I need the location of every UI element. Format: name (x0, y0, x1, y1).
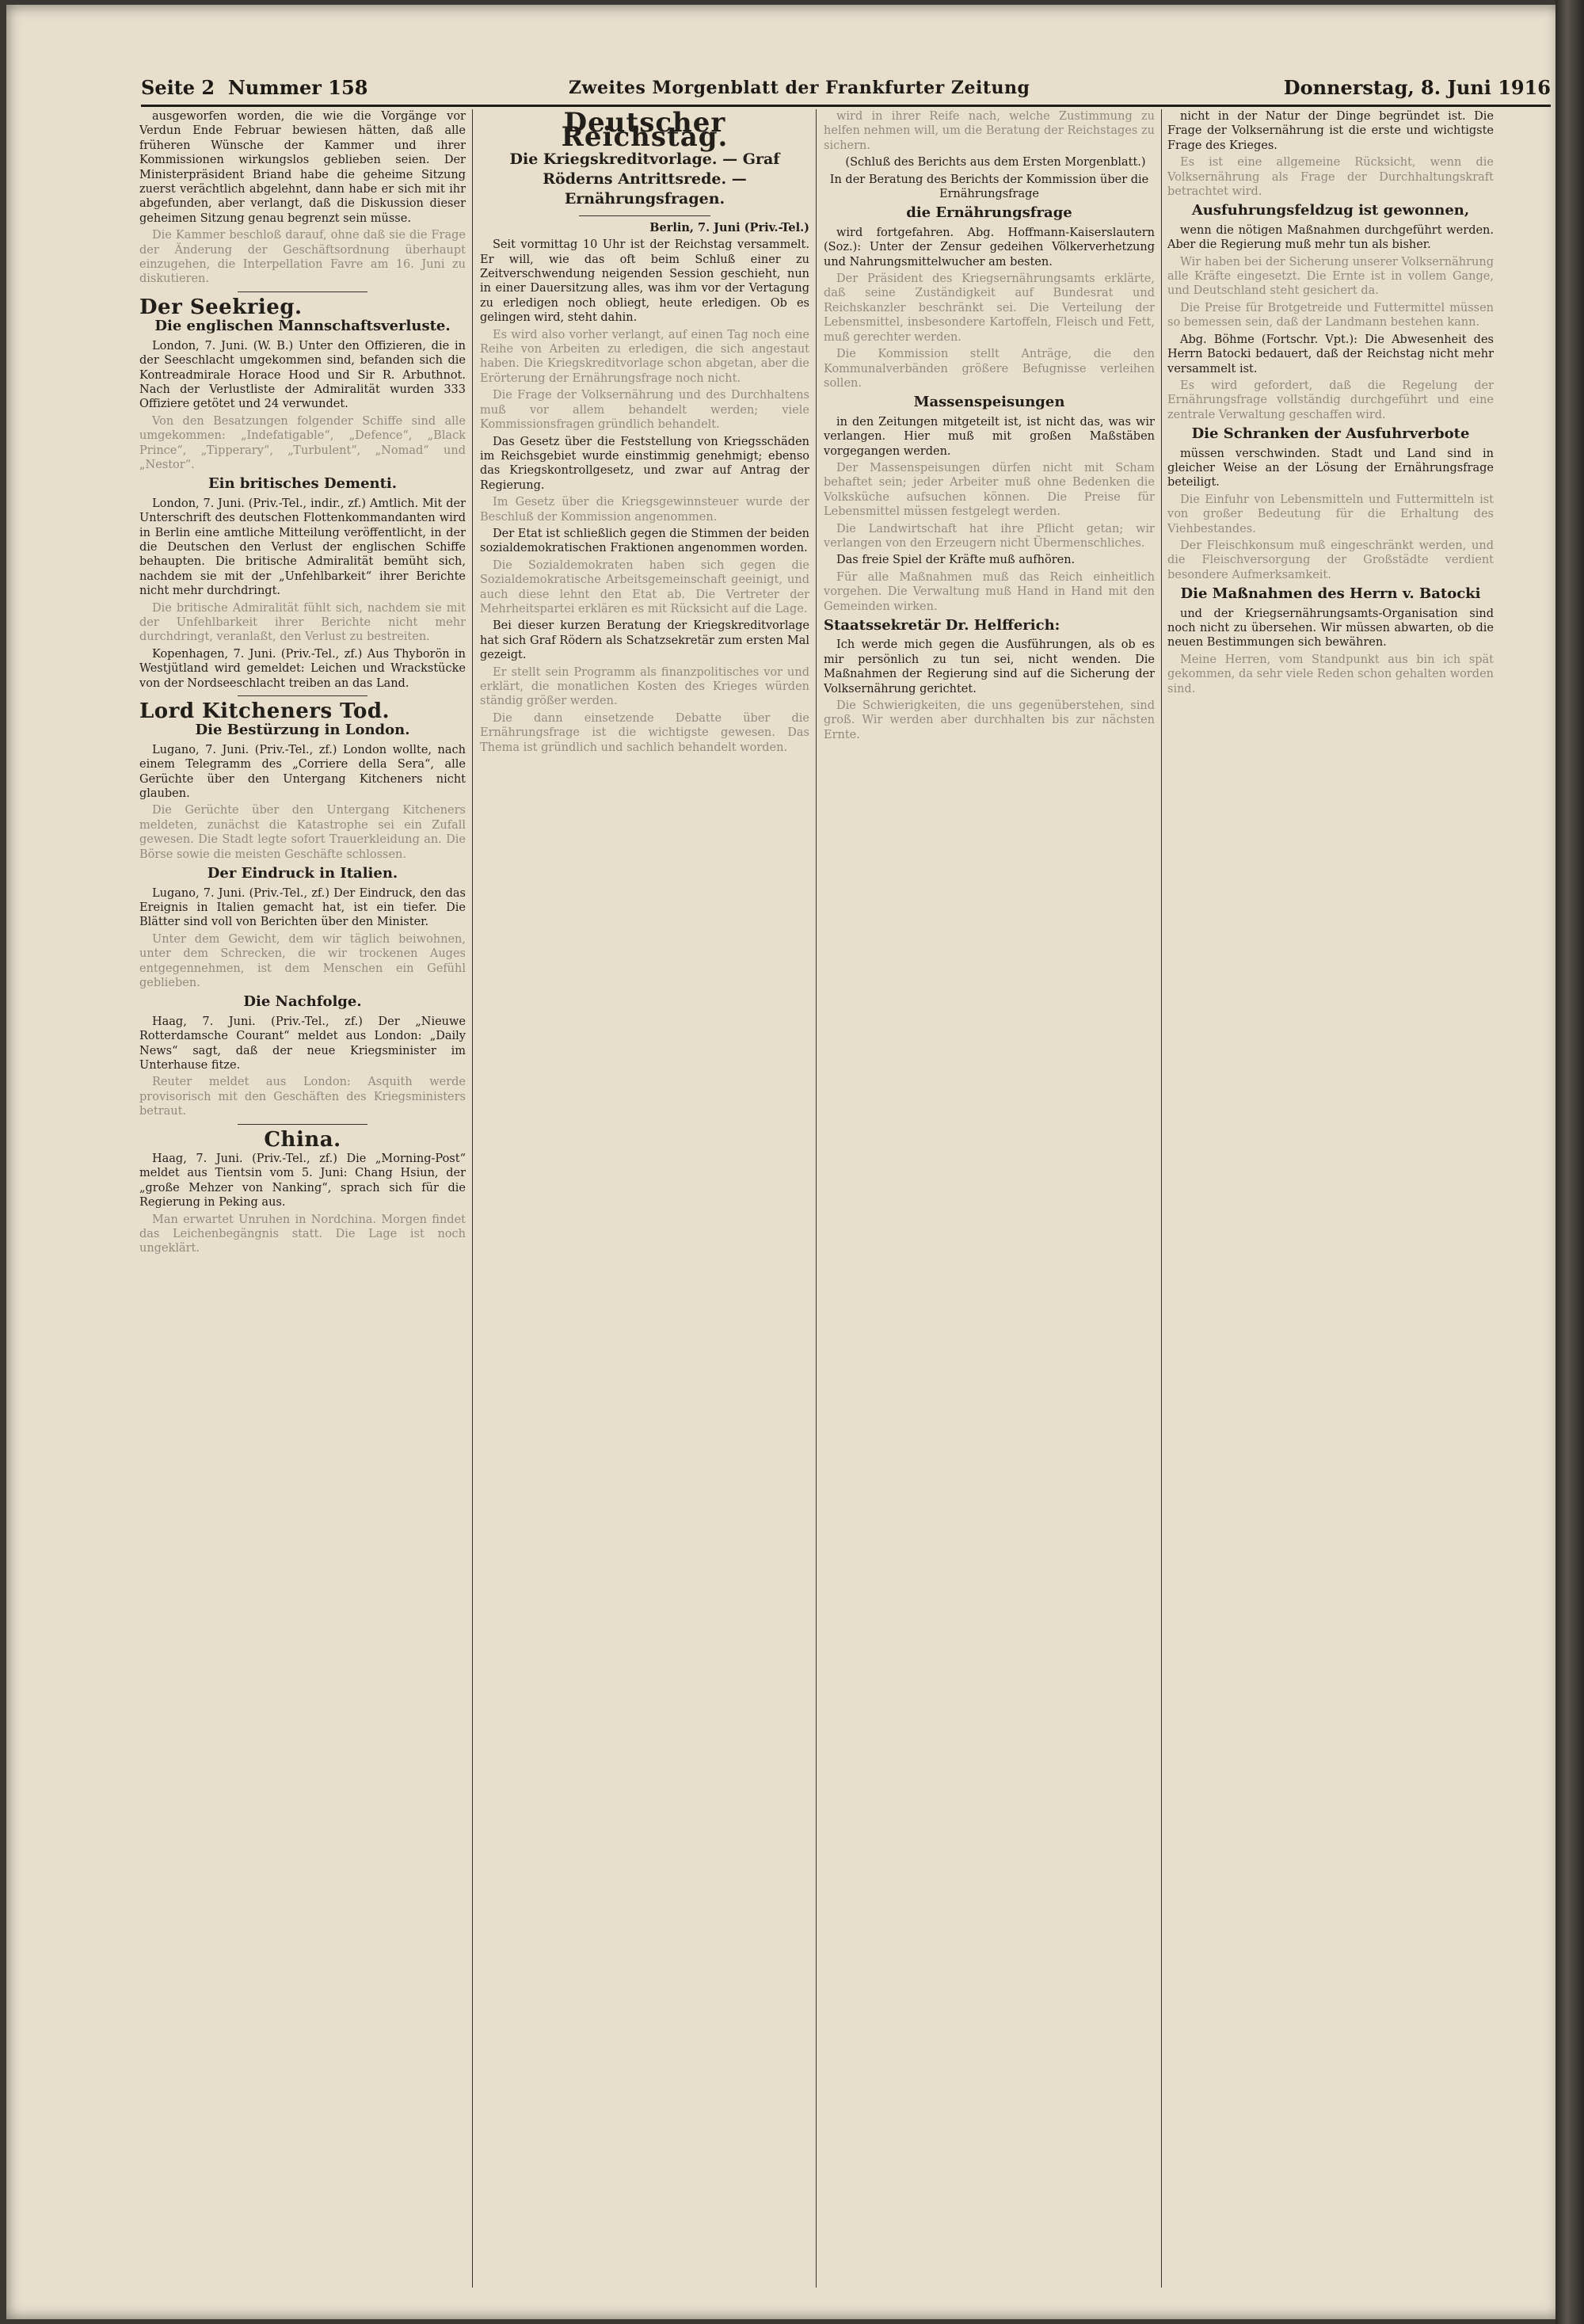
article-kredit: Das Gesetz über die Feststellung von Kriegsschäden im Reichsgebiet wurde einstimmig genehmigt; ebenso das Kriegskontrollgesetz, und zwar auf Antrag der Regierung. (480, 435, 809, 492)
subhead-massen: Massenspeisungen (913, 394, 1065, 411)
article-ernaehrung: wird fortgefahren. Abg. Hoffmann-Kaiserslautern (Soz.): Unter der Zensur gedeihen Völkerverhetzung und Nahrungsmittelwucher am besten. (824, 226, 1155, 269)
subhead-dementi: Ein britisches Dementi. (208, 475, 398, 493)
heading-kitchener: Lord Kitcheners Tod. (139, 699, 390, 724)
book-spine (1555, 0, 1584, 2324)
heading-seekrieg: Der Seekrieg. (139, 295, 303, 319)
article-italien: Lugano, 7. Juni. (Priv.-Tel., zf.) Der Eindruck, den das Ereignis in Italien gemacht hat, ist ein tiefer. Die Blätter sind voll von Berichten über den Minister. (139, 886, 466, 929)
issue-number: Nummer 158 (227, 76, 368, 99)
subhead-ausfuhr: Ausfuhrungsfeldzug ist gewonnen, (1191, 202, 1470, 219)
article-ausfuhr: wenn die nötigen Maßnahmen durchgeführt werden. Aber die Regierung muß mehr tun als bisher. (1167, 223, 1494, 252)
subhead-nachfolge: Die Nachfolge. (243, 993, 362, 1011)
subhead-verluste: Die englischen Mannschaftsverluste. (154, 318, 451, 335)
page-header (141, 73, 1551, 107)
article-boehme: Abg. Böhme (Fortschr. Vpt.): Die Abwesenheit des Herrn Batocki bedauert, daß der Reichstag nicht mehr versammelt ist. (1167, 333, 1494, 375)
column-2: Deutscher Reichstag. Die Kriegskreditvorlage. — Graf Röderns Antrittsrede. — Ernährungsfragen. Berlin, 7. Juni (Priv.-Tel.) Seit vormittag 10 Uhr ist der Reichstag versammelt. Er will, wie das oft beim Schluß einer zu Zeitverschwendung neigenden Session geschieht, nun in einer Dauersitzung alles, was ihm vor der Vertagung zu erledigen noch obliegt, heute erledigen. Ob es gelingen wird, steht dahin. Es wird also vorher verlangt, auf einen Tag noch eine Reihe von Arbeiten zu erledigen, die sich angestaut haben. Die Kriegskreditvorlage schon abgetan, aber die Erörterung der Ernährungsfrage noch nicht. Die Frage der Volksernährung und des Durchhaltens muß vor allem behandelt werden; viele Kommissionsfragen gründlich behandelt. Das Gesetz über die Feststellung von Kriegsschäden im Reichsgebiet wurde einstimmig genehmigt; ebenso das Kriegskontrollgesetz, und zwar auf Antrag der Regierung. Im Gesetz über die Kriegsgewinnsteuer wurde der Beschluß der Kommission angenommen. Der Etat ist schließlich gegen die Stimmen der beiden sozialdemokratischen Fraktionen angenommen worden. Die Sozialdemokraten haben sich gegen die Sozialdemokratische Arbeitsgemeinschaft geeinigt, und auch diese lehnt den Etat ab. Die Vertreter der Mehrheitspartei erklären es mit Rücksicht auf die Lage. Bei dieser kurzen Beratung der Kriegskreditvorlage hat sich Graf Rödern als Schatzsekretär zum ersten Mal gezeigt. Er stellt sein Programm als finanzpolitisches vor und erklärt, die monatlichen Kosten des Krieges würden ständig größer werden. Die dann einsetzende Debatte über die Ernährungsfrage ist die wichtigste gewesen. Das Thema ist gründlich und sachlich behandelt worden. (480, 109, 809, 754)
report-note: (Schluß des Berichts aus dem Ersten Morgenblatt.) (845, 156, 1146, 170)
subhead-batocki: Die Maßnahmen des Herrn v. Batocki (1180, 585, 1481, 603)
article-lugano: Lugano, 7. Juni. (Priv.-Tel., zf.) London wollte, nach einem Telegramm des „Corriere della Sera“, alle Gerüchte über den Untergang Kitcheners nicht glauben. (139, 743, 466, 801)
article-freies-spiel: Das freie Spiel der Kräfte muß aufhören. (836, 554, 1076, 567)
article-verluste: London, 7. Juni. (W. B.) Unter den Offizieren, die in der Seeschlacht umgekommen sind, befanden sich die Kontreadmirale Horace Hood und Sir R. Arbuthnot. Nach der Verlustliste der Admiralität wurden 333 Offiziere getötet und 24 verwundet. (139, 339, 466, 411)
article-reichstag: Seit vormittag 10 Uhr ist der Reichstag versammelt. Er will, wie das oft beim Schluß einer zu Zeitverschwendung neigenden Session geschieht, nun in einer Dauersitzung alles, was ihm vor der Vertagung zu erledigen noch obliegt, heute erledigen. Ob es gelingen wird, steht dahin. (480, 238, 809, 325)
column-1: ausgeworfen worden, die wie die Vorgänge vor Verdun Ende Februar bewiesen hätten, daß alle früheren Wünsche der Kammer und ihrer Kommissionen wirkungslos geblieben seien. Der Ministerpräsident Briand habe die geheime Sitzung zuerst verächtlich abgelehnt, dann habe er sich mit ihr abgefunden, aber verlangt, daß die Diskussion dieser geheimen Sitzung genau begrenzt sein müsse. Die Kammer beschloß darauf, ohne daß sie die Frage der Änderung der Geschäftsordnung überhaupt einzugehen, die Interpellation Favre am 16. Juni zu diskutieren. Der Seekrieg. Die englischen Mannschaftsverluste. London, 7. Juni. (W. B.) Unter den Offizieren, die in der Seeschlacht umgekommen sind, befanden sich die Kontreadmirale Horace Hood und Sir R. Arbuthnot. Nach der Verlustliste der Admiralität wurden 333 Offiziere getötet und 24 verwundet. Von den Besatzungen folgender Schiffe sind alle umgekommen: „Indefatigable“, „Defence“, „Black Prince“, „Tipperary“, „Turbulent“, „Nomad“ und „Nestor“. Ein britisches Dementi. London, 7. Juni. (Priv.-Tel., indir., zf.) Amtlich. Mit der Unterschrift des deutschen Flottenkommandanten wird in Berlin eine amtliche Mitteilung veröffentlicht, in der die Deutschen den Verlust der englischen Schiffe behaupten. Die britische Admiralität bemüht sich, nachdem sie mit der „Unfehlbarkeit“ ihrer Berichte nicht mehr durchdringt. Die britische Admiralität fühlt sich, nachdem sie mit der Unfehlbarkeit ihrer Berichte nicht mehr durchdringt, veranlaßt, den Verlust zu bestreiten. Kopenhagen, 7. Juni. (Priv.-Tel., zf.) Aus Thyborön in Westjütland wird gemeldet: Leichen und Wrackstücke von der Nordseeschlacht treiben an das Land. Lord Kitcheners Tod. Die Bestürzung in London. Lugano, 7. Juni. (Priv.-Tel., zf.) London wollte, nach einem Telegramm des „Corriere della Sera“, alle Gerüchte über den Untergang Kitcheners nicht glauben. Die Gerüchte über den Untergang Kitcheners meldeten, zunächst die Katastrophe sei ein Zufall gewesen. Die Stadt legte sofort Trauerkleidung an. Die Börse sowie die meisten Geschäfte schlossen. Der Eindruck in Italien. Lugano, 7. Juni. (Priv.-Tel., zf.) Der Eindruck, den das Ereignis in Italien gemacht hat, ist ein tiefer. Die Blätter sind voll von Berichten über den Minister. Unter dem Gewicht, dem wir täglich beiwohnen, unter dem Schrecken, die wir trockenen Auges entgegennehmen, ist dem Menschen ein Gefühl geblieben. Die Nachfolge. Haag, 7. Juni. (Priv.-Tel., zf.) Der „Nieuwe Rotterdamsche Courant“ meldet aus London: „Daily News“ sagt, daß der neue Kriegsminister im Unterhause fitze. Reuter meldet aus London: Asquith werde provisorisch mit den Geschäften des Kriegsministers betraut. China. Haag, 7. Juni. (Priv.-Tel., zf.) Die „Morning-Post“ meldet aus Tientsin vom 5. Juni: Chang Hsiun, der „große Mehzer von Nanking“, sprach sich für die Regierung in Peking aus. Man erwartet Unruhen in Nordchina. Morgen findet das Leichenbegängnis statt. Die Lage ist noch ungeklärt. (139, 110, 466, 1255)
article-dementi: London, 7. Juni. (Priv.-Tel., indir., zf.) Amtlich. Mit der Unterschrift des deutschen Flottenkommandanten wird in Berlin eine amtliche Mitteilung veröffentlicht, in der die Deutschen den Verlust der englischen Schiffe behaupten. Die britische Admiralität bemüht sich, nachdem sie mit der „Unfehlbarkeit“ ihrer Berichte nicht mehr durchdringt. (139, 497, 466, 598)
lead-paragraph: ausgeworfen worden, die wie die Vorgänge vor Verdun Ende Februar bewiesen hätten, daß alle früheren Wünsche der Kammer und ihrer Kommissionen wirkungslos geblieben seien. Der Ministerpräsident Briand habe die geheime Sitzung zuerst verächtlich abgelehnt, dann habe er sich mit ihr abgefunden, aber verlangt, daß die Diskussion dieser geheimen Sitzung genau begrenzt sein müsse. (139, 110, 466, 225)
article-nachfolge: Haag, 7. Juni. (Priv.-Tel., zf.) Der „Nieuwe Rotterdamsche Courant“ meldet aus London: „Daily News“ sagt, daß der neue Kriegsminister im Unterhause fitze. (139, 1015, 466, 1072)
page-label: Seite 2 (141, 76, 215, 99)
subhead-bestuerzung: Die Bestürzung in London. (195, 722, 410, 739)
article-kopenhagen: Kopenhagen, 7. Juni. (Priv.-Tel., zf.) Aus Thyborön in Westjütland wird gemeldet: Leichen und Wrackstücke von der Nordseeschlacht treiben an das Land. (139, 647, 466, 690)
heading-reichstag: Deutscher Reichstag. (561, 109, 729, 154)
column-3: wird in ihrer Reife nach, welche Zustimmung zu helfen nehmen will, um die Beratung der Reichstages zu sichern. (Schluß des Berichts aus dem Ersten Morgenblatt.) In der Beratung des Berichts der Kommission über die Ernährungsfrage die Ernährungsfrage wird fortgefahren. Abg. Hoffmann-Kaiserslautern (Soz.): Unter der Zensur gedeihen Völkerverhetzung und Nahrungsmittelwucher am besten. Der Präsident des Kriegsernährungsamts erklärte, daß seine Zuständigkeit auf Bundesrat und Reichskanzler beschränkt sei. Die Verteilung der Lebensmittel, insbesondere Kartoffeln, Fleisch und Fett, muß gerechter werden. Die Kommission stellt Anträge, die den Kommunalverbänden größere Befugnisse verleihen sollen. Massenspeisungen in den Zeitungen mitgeteilt ist, ist nicht das, was wir verlangen. Hier muß mit großen Maßstäben vorgegangen werden. Der Massenspeisungen dürfen nicht mit Scham behaftet sein; jeder Arbeiter muß ohne Bedenken die Volksküche aufsuchen können. Die Preise für Lebensmittel müssen festgelegt werden. Die Landwirtschaft hat ihre Pflicht getan; wir verlangen von den Erzeugern nicht Übermenschliches. Das freie Spiel der Kräfte muß aufhören. Für alle Maßnahmen muß das Reich einheitlich vorgehen. Die Verwaltung muß Hand in Hand mit den Gemeinden wirken. Staatssekretär Dr. Helfferich: Ich werde mich gegen die Ausführungen, als ob es mir persönlich zu tun sei, nicht wenden. Die Maßnahmen der Regierung sind auf die Sicherung der Volksernährung gerichtet. Die Schwierigkeiten, die uns gegenüberstehen, sind groß. Wir werden aber durchhalten bis zur nächsten Ernte. (824, 110, 1155, 741)
article-etat: Der Etat ist schließlich gegen die Stimmen der beiden sozialdemokratischen Fraktionen angenommen worden. (480, 527, 809, 555)
article-roedern: Bei dieser kurzen Beratung der Kriegskreditvorlage hat sich Graf Rödern als Schatzsekretär zum ersten Mal gezeigt. (480, 619, 809, 662)
article-batocki: und der Kriegsernährungsamts-Organisation sind noch nicht zu übersehen. Wir müssen abwarten, ob die neuen Bestimmungen sich bewähren. (1167, 607, 1494, 650)
col4-lead: nicht in der Natur der Dinge begründet ist. Die Frage der Volksernährung ist die erste und wichtigste Frage des Krieges. (1167, 110, 1494, 152)
column-4: nicht in der Natur der Dinge begründet ist. Die Frage der Volksernährung ist die erste und wichtigste Frage des Krieges. Es ist eine allgemeine Rücksicht, wenn die Volksernährung als Frage der Durchhaltungskraft betrachtet wird. Ausfuhrungsfeldzug ist gewonnen, wenn die nötigen Maßnahmen durchgeführt werden. Aber die Regierung muß mehr tun als bisher. Wir haben bei der Sicherung unserer Volksernährung alle Kräfte eingesetzt. Die Ernte ist in vollem Gange, und Deutschland steht gesichert da. Die Preise für Brotgetreide und Futtermittel müssen so bemessen sein, daß der Landmann bestehen kann. Abg. Böhme (Fortschr. Vpt.): Die Abwesenheit des Herrn Batocki bedauert, daß der Reichstag nicht mehr versammelt ist. Es wird gefordert, daß die Regelung der Ernährungsfrage vollständig durchgeführt und eine zentrale Verwaltung geschaffen wird. Die Schranken der Ausfuhrverbote müssen verschwinden. Stadt und Land sind in gleicher Weise an der Lösung der Ernährungsfrage beteiligt. Die Einfuhr von Lebensmitteln und Futtermitteln ist von großer Bedeutung für die Erhaltung des Viehbestandes. Der Fleischkonsum muß eingeschränkt werden, und die Fleischversorgung der Großstädte verdient besondere Aufmerksamkeit. Die Maßnahmen des Herrn v. Batocki und der Kriegsernährungsamts-Organisation sind noch nicht zu übersehen. Wir müssen abwarten, ob die neuen Bestimmungen sich bewähren. Meine Herren, vom Standpunkt aus bin ich spät gekommen, da sehr viele Reden schon gehalten worden sind. (1167, 110, 1494, 695)
reichstag-deck: Die Kriegskreditvorlage. — Graf Röderns Antrittsrede. — Ernährungsfragen. (509, 150, 780, 208)
report-intro: In der Beratung des Berichts der Kommission über die Ernährungsfrage (829, 173, 1149, 201)
subhead-ernaehrung: die Ernährungsfrage (906, 204, 1072, 222)
heading-china: China. (264, 1127, 341, 1152)
article-helfferich: Ich werde mich gegen die Ausführungen, als ob es mir persönlich zu tun sei, nicht wenden. Die Maßnahmen der Regierung sind auf die Sicherung der Volksernährung gerichtet. (824, 638, 1155, 695)
subhead-italien: Der Eindruck in Italien. (207, 865, 398, 882)
masthead: Zweites Morgenblatt der Frankfurter Zeitung (569, 78, 1030, 98)
issue-date: Donnerstag, 8. Juni 1916 (1283, 76, 1551, 99)
subhead-schranken: Die Schranken der Ausfuhrverbote (1191, 425, 1470, 443)
newspaper-page (6, 5, 1560, 2319)
article-massen: in den Zeitungen mitgeteilt ist, ist nicht das, was wir verlangen. Hier muß mit großen Maßstäben vorgegangen werden. (824, 415, 1155, 458)
reichstag-dateline: Berlin, 7. Juni (Priv.-Tel.) (649, 220, 809, 234)
subhead-helfferich: Staatssekretär Dr. Helfferich: (824, 617, 1060, 634)
article-schranken: müssen verschwinden. Stadt und Land sind in gleicher Weise an der Lösung der Ernährungsfrage beteiligt. (1167, 447, 1494, 490)
page-number (141, 76, 367, 99)
article-china: Haag, 7. Juni. (Priv.-Tel., zf.) Die „Morning-Post“ meldet aus Tientsin vom 5. Juni: Chang Hsiun, der „große Mehzer von Nanking“, sprach sich für die Regierung in Peking aus. (139, 1152, 466, 1210)
